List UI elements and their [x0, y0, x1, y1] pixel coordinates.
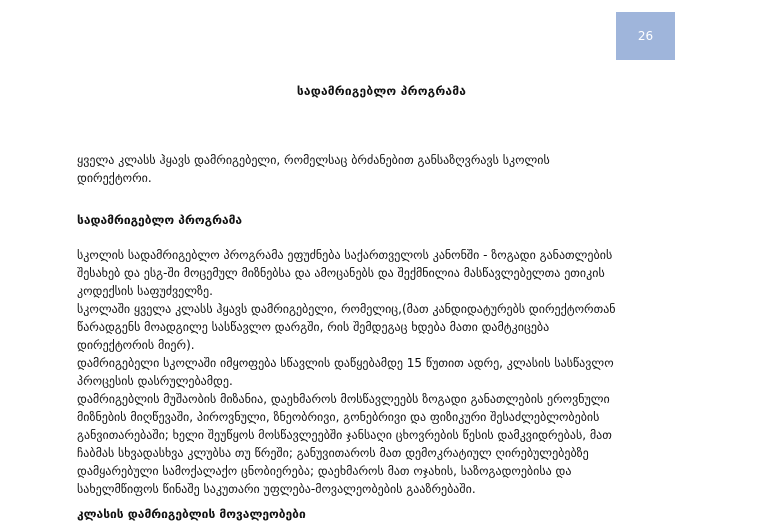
body-line: დამრიგებელი სკოლაში იმყოფება სწავლის დაწყებამდე 15 წუთით ადრე, კლასის სასწავლო	[77, 356, 614, 370]
section-heading: სადამრიგებლო პროგრამა	[77, 213, 243, 227]
intro-line: ყველა კლასს ჰყავს დამრიგებელი, რომელსაც ბრძანებით განსაზღვრავს სკოლის	[77, 153, 550, 167]
intro-paragraph	[77, 151, 697, 187]
body-line: სკოლაში ყველა კლასს ჰყავს დამრიგებელი, რომელიც,(მათ კანდიდატურებს დირექტორთან	[77, 302, 616, 316]
body-line: კოდექსის საფუძველზე.	[77, 284, 213, 298]
document-title: სადამრიგებლო პროგრამა	[296, 84, 467, 98]
body-line: ჩაბმას სხვადასხვა კლუბსა თუ წრეში; განუვითაროს მათ დემოკრატიულ ღირებულებებზე	[77, 446, 589, 460]
body-paragraph	[77, 246, 697, 498]
body-line: დირექტორის მიერ).	[77, 338, 195, 352]
body-line: შესახებ და ესგ-ში მოცემულ მიზნებსა და ამოცანებს და შექმნილია მასწავლებელთა ეთიკის	[77, 266, 605, 280]
body-line: დამყარებული სამოქალაქო ცნობიერება; დაეხმაროს მათ ოჯახის, საზოგადოებისა და	[77, 464, 572, 478]
body-line: სახელმწიფოს წინაშე საკუთარი უფლება-მოვალეობების გააზრებაში.	[77, 482, 476, 496]
page-number-badge	[616, 12, 675, 60]
page-number: 26	[637, 29, 654, 43]
body-line: მიზნების მიღწევაში, პიროვნული, ზნეობრივი, გონებრივი და ფიზიკური შესაძლებლობების	[77, 410, 600, 424]
body-line: განვითარებაში; ხელი შეუწყოს მოსწავლეებში ჯანსაღი ცხოვრების წესის დამკვიდრებას, მათ	[77, 428, 612, 442]
duties-heading: კლასის დამრიგებლის მოვალეობები	[77, 507, 306, 521]
body-line: წარადგენს მოადგილე სასწავლო დარგში, რის შემდეგაც ხდება მათი დამტკიცება	[77, 320, 550, 334]
body-line: სკოლის სადამრიგებლო პროგრამა ეფუძნება საქართველოს კანონში - ზოგადი განათლების	[77, 248, 613, 262]
intro-line: დირექტორი.	[77, 171, 152, 185]
body-line: პროცესის დასრულებამდე.	[77, 374, 233, 388]
body-line: დამრიგებლის მუშაობის მიზანია, დაეხმაროს მოსწავლეებს ზოგადი განათლების ეროვნული	[77, 392, 610, 406]
